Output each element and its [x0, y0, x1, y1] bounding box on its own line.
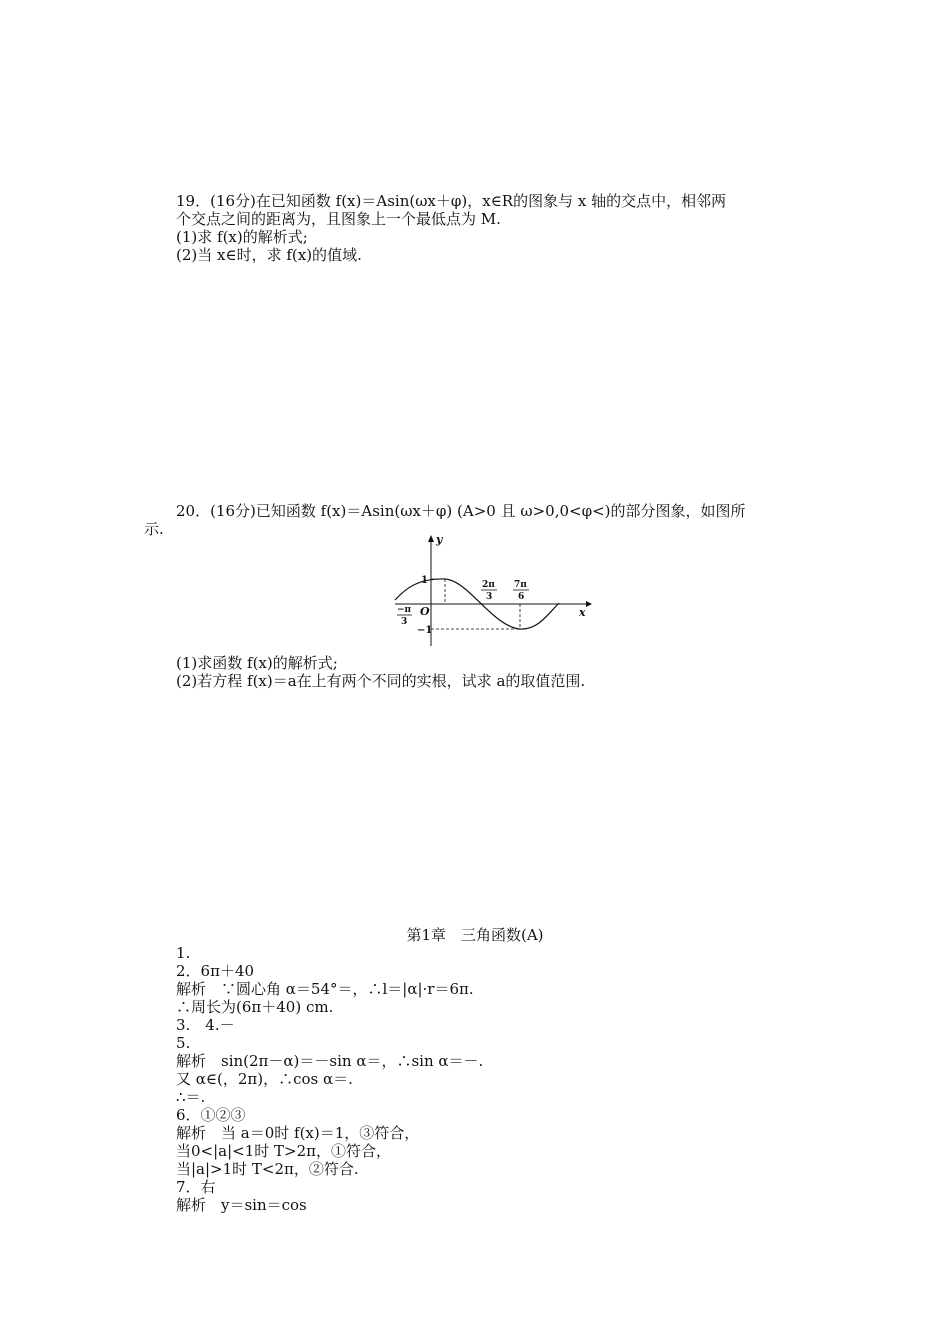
tick-label-one: 1: [421, 575, 428, 586]
answer-line: ∴＝.: [176, 1088, 206, 1106]
tick-label-7pi6-num: 7π: [514, 580, 527, 590]
q19-line2: 个交点之间的距离为，且图象上一个最低点为 M.: [176, 210, 501, 228]
answer-line: 7．右: [176, 1178, 216, 1196]
y-axis-arrow: [428, 535, 434, 542]
answer-line: ∴周长为(6π＋40) cm.: [176, 998, 334, 1016]
x-axis-label: x: [579, 606, 586, 619]
answer-line: 2．6π＋40: [176, 962, 255, 980]
q20-line1: 20．(16分)已知函数 f(x)＝Asin(ωx＋φ) (A>0 且 ω>0,0<φ<)的部分图象，如图所: [176, 502, 746, 520]
tick-label-neg-one: −1: [417, 625, 433, 636]
q19-part2: (2)当 x∈时，求 f(x)的值域.: [176, 246, 362, 264]
answer-line: 又 α∈(，2π)，∴cos α＝.: [176, 1070, 353, 1088]
q20-part2: (2)若方程 f(x)＝a在上有两个不同的实根，试求 a的取值范围.: [176, 672, 586, 690]
y-axis-label: y: [436, 533, 443, 546]
q19-line1: 19．(16分)在已知函数 f(x)＝Asin(ωx＋φ)，x∈R的图象与 x 轴的交点中，相邻两: [176, 192, 727, 210]
q20-part1: (1)求函数 f(x)的解析式;: [176, 654, 338, 672]
tick-label-7pi6-den: 6: [518, 592, 525, 602]
tick-label-2pi3-den: 3: [486, 592, 493, 602]
answer-line: 5.: [176, 1034, 191, 1052]
answer-line: 当|a|>1时 T<2π，②符合.: [176, 1160, 359, 1178]
q20-line2: 示.: [144, 520, 164, 538]
answer-line: 当0<|a|<1时 T>2π，①符合，: [176, 1142, 392, 1160]
tick-label-neg-pi3-num: −π: [397, 605, 412, 615]
answer-line: 1.: [176, 944, 191, 962]
answer-line: 解析 y＝sin＝cos: [176, 1196, 307, 1214]
answers-title: 第1章 三角函数(A): [406, 926, 544, 944]
answer-line: 3. 4.－: [176, 1016, 235, 1034]
answer-line: 6．①②③: [176, 1106, 246, 1124]
origin-label: O: [420, 605, 430, 618]
tick-label-2pi3-num: 2π: [482, 580, 495, 590]
x-axis-arrow: [586, 601, 592, 607]
answer-line: 解析 ∵圆心角 α＝54°＝，∴l＝|α|·r＝6π.: [176, 980, 474, 998]
answer-line: 解析 sin(2π－α)＝－sin α＝，∴sin α＝－.: [176, 1052, 484, 1070]
answer-line: 解析 当 a＝0时 f(x)＝1，③符合，: [176, 1124, 420, 1142]
tick-label-neg-pi3-den: 3: [401, 617, 408, 627]
sine-graph-figure: [393, 532, 593, 648]
q19-part1: (1)求 f(x)的解析式;: [176, 228, 308, 246]
